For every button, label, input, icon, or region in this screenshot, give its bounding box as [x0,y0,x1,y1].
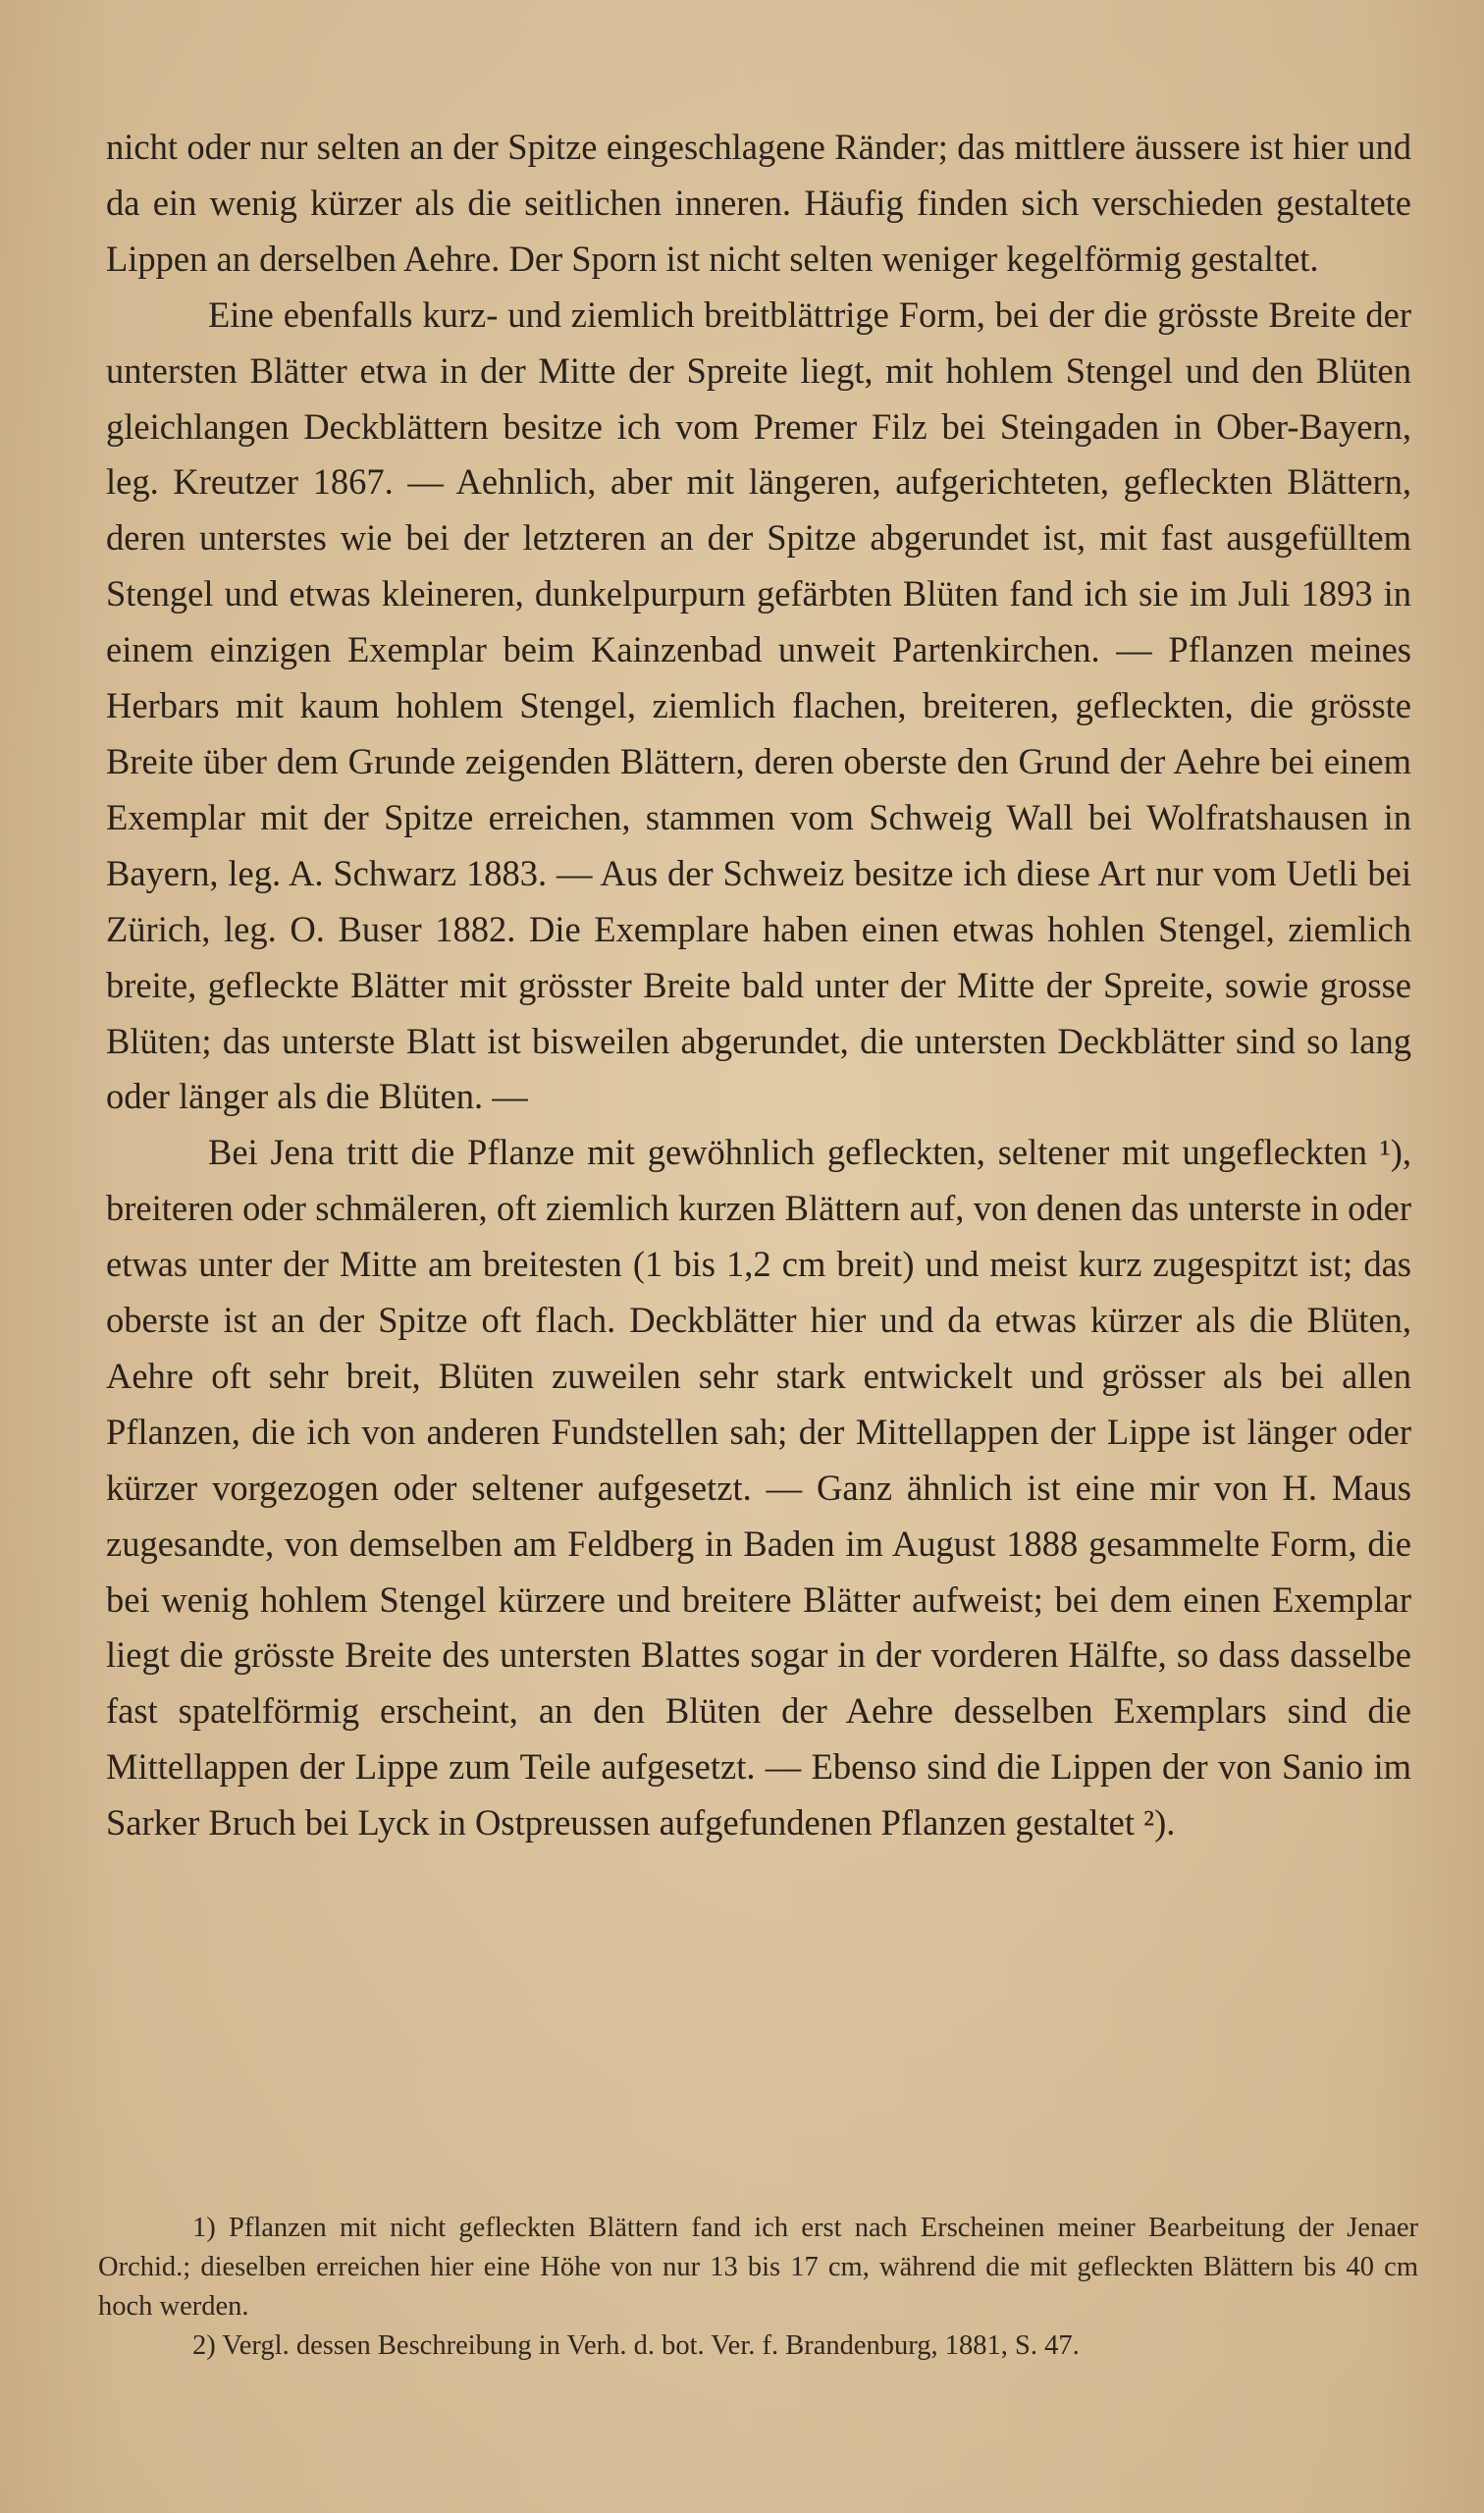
footnote-1: 1) Pflanzen mit nicht gefleckten Blättern fand ich erst nach Erscheinen meiner Bearbeitung der Jenaer Orchid.; dieselben erreichen hier eine Höhe von nur 13 bis 17 cm, während die mit gefleckten Blättern bis 40 cm hoch werden. [98,2213,1418,2322]
body-text [106,120,1411,1851]
paragraph-1: nicht oder nur selten an der Spitze eingeschlagene Ränder; das mittlere äussere ist hier und da ein wenig kürzer als die seitlichen inneren. Häufig finden sich verschieden gestaltete Lippen an derselben Aehre. Der Sporn ist nicht selten weniger kegelförmig gestaltet. [106,127,1411,279]
paragraph-3: Bei Jena tritt die Pflanze mit gewöhnlich gefleckten, seltener mit ungefleckten ¹), breiteren oder schmäleren, oft ziemlich kurzen Blättern auf, von denen das unterste in oder etwas unter der Mitte am breitesten (1 bis 1,2 cm breit) und meist kurz zugespitzt ist; das oberste ist an der Spitze oft flach. Deckblätter hier und da etwas kürzer als die Blüten, Aehre oft sehr breit, Blüten zuweilen sehr stark entwickelt und grösser als bei allen Pflanzen, die ich von anderen Fundstellen sah; der Mittellappen der Lippe ist länger oder kürzer vorgezogen oder seltener aufgesetzt. — Ganz ähnlich ist eine mir von H. Maus zugesandte, von demselben am Feldberg in Baden im August 1888 gesammelte Form, die bei wenig hohlem Stengel kürzere und breitere Blätter aufweist; bei dem einen Exemplar liegt die grösste Breite des untersten Blattes sogar in der vorderen Hälfte, so dass dasselbe fast spatelförmig erscheint, an den Blüten der Aehre desselben Exemplars sind die Mittellappen der Lippe zum Teile aufgesetzt. — Ebenso sind die Lippen der von Sanio im Sarker Bruch bei Lyck in Ostpreussen aufgefundenen Pflanzen gestaltet ²). [106,1132,1411,1844]
footnote-2: 2) Vergl. dessen Beschreibung in Verh. d. bot. Ver. f. Brandenburg, 1881, S. 47. [192,2330,1080,2361]
footnotes [98,2209,1418,2366]
paragraph-2: Eine ebenfalls kurz- und ziemlich breitblättrige Form, bei der die grösste Breite der untersten Blätter etwa in der Mitte der Spreite liegt, mit hohlem Stengel und den Blüten gleichlangen Deckblättern besitze ich vom Premer Filz bei Steingaden in Ober-Bayern, leg. Kreutzer 1867. — Aehnlich, aber mit längeren, aufgerichteten, gefleckten Blättern, deren unterstes wie bei der letzteren an der Spitze abgerundet ist, mit fast ausgefülltem Stengel und etwas kleineren, dunkelpurpurn gefärbten Blüten fand ich sie im Juli 1893 in einem einzigen Exemplar beim Kainzenbad unweit Partenkirchen. — Pflanzen meines Herbars mit kaum hohlem Stengel, ziemlich flachen, breiteren, gefleckten, die grösste Breite über dem Grunde zeigenden Blättern, deren oberste den Grund der Aehre bei einem Exemplar mit der Spitze erreichen, stammen vom Schweig Wall bei Wolfratshausen in Bayern, leg. A. Schwarz 1883. — Aus der Schweiz besitze ich diese Art nur vom Uetli bei Zürich, leg. O. Buser 1882. Die Exemplare haben einen etwas hohlen Stengel, ziemlich breite, gefleckte Blätter mit grösster Breite bald unter der Mitte der Spreite, sowie grosse Blüten; das unterste Blatt ist bisweilen abgerundet, die untersten Deckblätter sind so lang oder länger als die Blüten. — [106,294,1411,1117]
